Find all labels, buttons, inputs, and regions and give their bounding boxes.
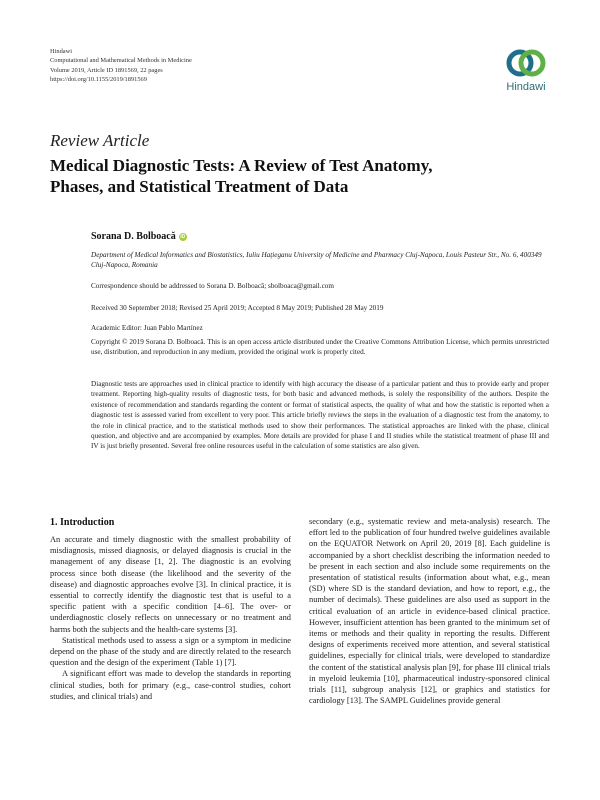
left-column [50,534,291,702]
paper-title: Medical Diagnostic Tests: A Review of Test Anatomy, Phases, and Statistical Treatment of Data [50,156,433,196]
affiliation: Department of Medical Informatics and Biostatistics, Iuliu Hațieganu University of Medicine and Pharmacy Cluj-Napoca, Louis Pasteur Str., No. 6, 400349 Cluj-Napoca, Romania [91,251,542,270]
volume-line: Volume 2019, Article ID 1891569, 22 pages [50,66,163,74]
academic-editor: Academic Editor: Juan Pablo Martínez [91,324,203,332]
hindawi-logo-icon [505,44,547,82]
dates-line: Received 30 September 2018; Revised 25 April 2019; Accepted 8 May 2019; Published 28 May 2019 [91,304,384,312]
orcid-icon[interactable]: iD [180,233,186,240]
journal-name: Computational and Mathematical Methods in Medicine [50,57,192,65]
correspondence: Correspondence should be addressed to Sorana D. Bolboacă; sbolboaca@gmail.com [91,282,334,290]
paragraph: An accurate and timely diagnostic with the smallest probability of misdiagnosis, missed diagnosis, or delayed diagnosis is crucial in the management of any disease [1, 2]. The diagnostic is an evolving process since both disease (the likelihood and the severity of the disease) and diagnostic approaches evolve [3]. In clinical practice, it is essential to correctly identify the diagnostic test that is useful to a specific patient with a specific condition [4–6]. The over- or underdiagnostic closely reflects on unnecessary or no treatment and harms both the subjects and the health-care systems [3]. [50,535,291,634]
article-type: Review Article [50,131,150,150]
journal-header [50,47,192,85]
copyright-notice: Copyright © 2019 Sorana D. Bolboacă. This is an open access article distributed under the Creative Commons Attribution License, which permits unrestricted use, distribution, and reproduction in any medium, provided the original work is properly cited. [91,338,549,357]
right-column [309,516,550,706]
paragraph: A significant effort was made to develop the standards in reporting clinical studies, both for primary (e.g., case-control studies, cohort studies, and clinical trials) and [50,669,291,701]
abstract: Diagnostic tests are approaches used in clinical practice to identify with high accuracy the disease of a particular patient and thus to provide early and proper treatment. Reporting high-quality results of diagnostic tests, for both basic and advanced methods, is solely the responsibility of the authors. Despite the existence of recommendation and standards regarding the content or format of statistical aspects, the quality of what and how the statistic is reported when a diagnostic test is assessed varied from excellent to very poor. This article briefly reviews the steps in the evaluation of a diagnostic test from the anatomy, to the role in clinical practice, and to the statistical methods used to show their performances. The statistical approaches are linked with the phase, clinical question, and objective and are accompanied by examples. More details are provided for phase I and II studies while the statistical treatment of phase III and IV is just briefly presented. Several free online resources useful in the calculation of some statistics are also given. [91,380,549,451]
author-name: Sorana D. Bolboacă [91,231,176,242]
publisher-name: Hindawi [50,48,73,55]
doi-link[interactable]: https://doi.org/10.1155/2019/1891569 [50,76,147,84]
paragraph: secondary (e.g., systematic review and meta-analysis) research. The effort led to the publication of four hundred twelve guidelines available on the EQUATOR Network on April 20, 2019 [8]. Each guideline is accompanied by a short checklist describing the information needed to be present in each section and also include some requirements on the presentation of statistical results (information about what, e.g., mean (SD) where SD is the standard deviation, and how to report, e.g., the number of decimals). These guidelines are also used as support in the critical evaluation of an article in evidence-based clinical practice. However, insufficient attention has been granted to the minimum set of items or methods and their quality in reporting the results. Different designs of experiments received more attention, and several statistical guidelines, especially for clinical trials, were developed to standardize the content of the statistical analysis plan [9], for phase III clinical trials in myeloid leukemia [10], pharmaceutical industry-sponsored clinical trials [11], subgroup analysis [12], or graphics and statistics for cardiology [13]. The SAMPL Guidelines provide general [309,517,550,706]
section-heading: 1. Introduction [50,517,115,528]
paragraph: Statistical methods used to assess a sign or a symptom in medicine depend on the phase of the study and are directly related to the research question and the design of the experiment (Table 1) [7]. [50,635,291,668]
hindawi-logo [496,44,556,93]
author-line [91,231,187,242]
logo-text: Hindawi [506,81,546,93]
